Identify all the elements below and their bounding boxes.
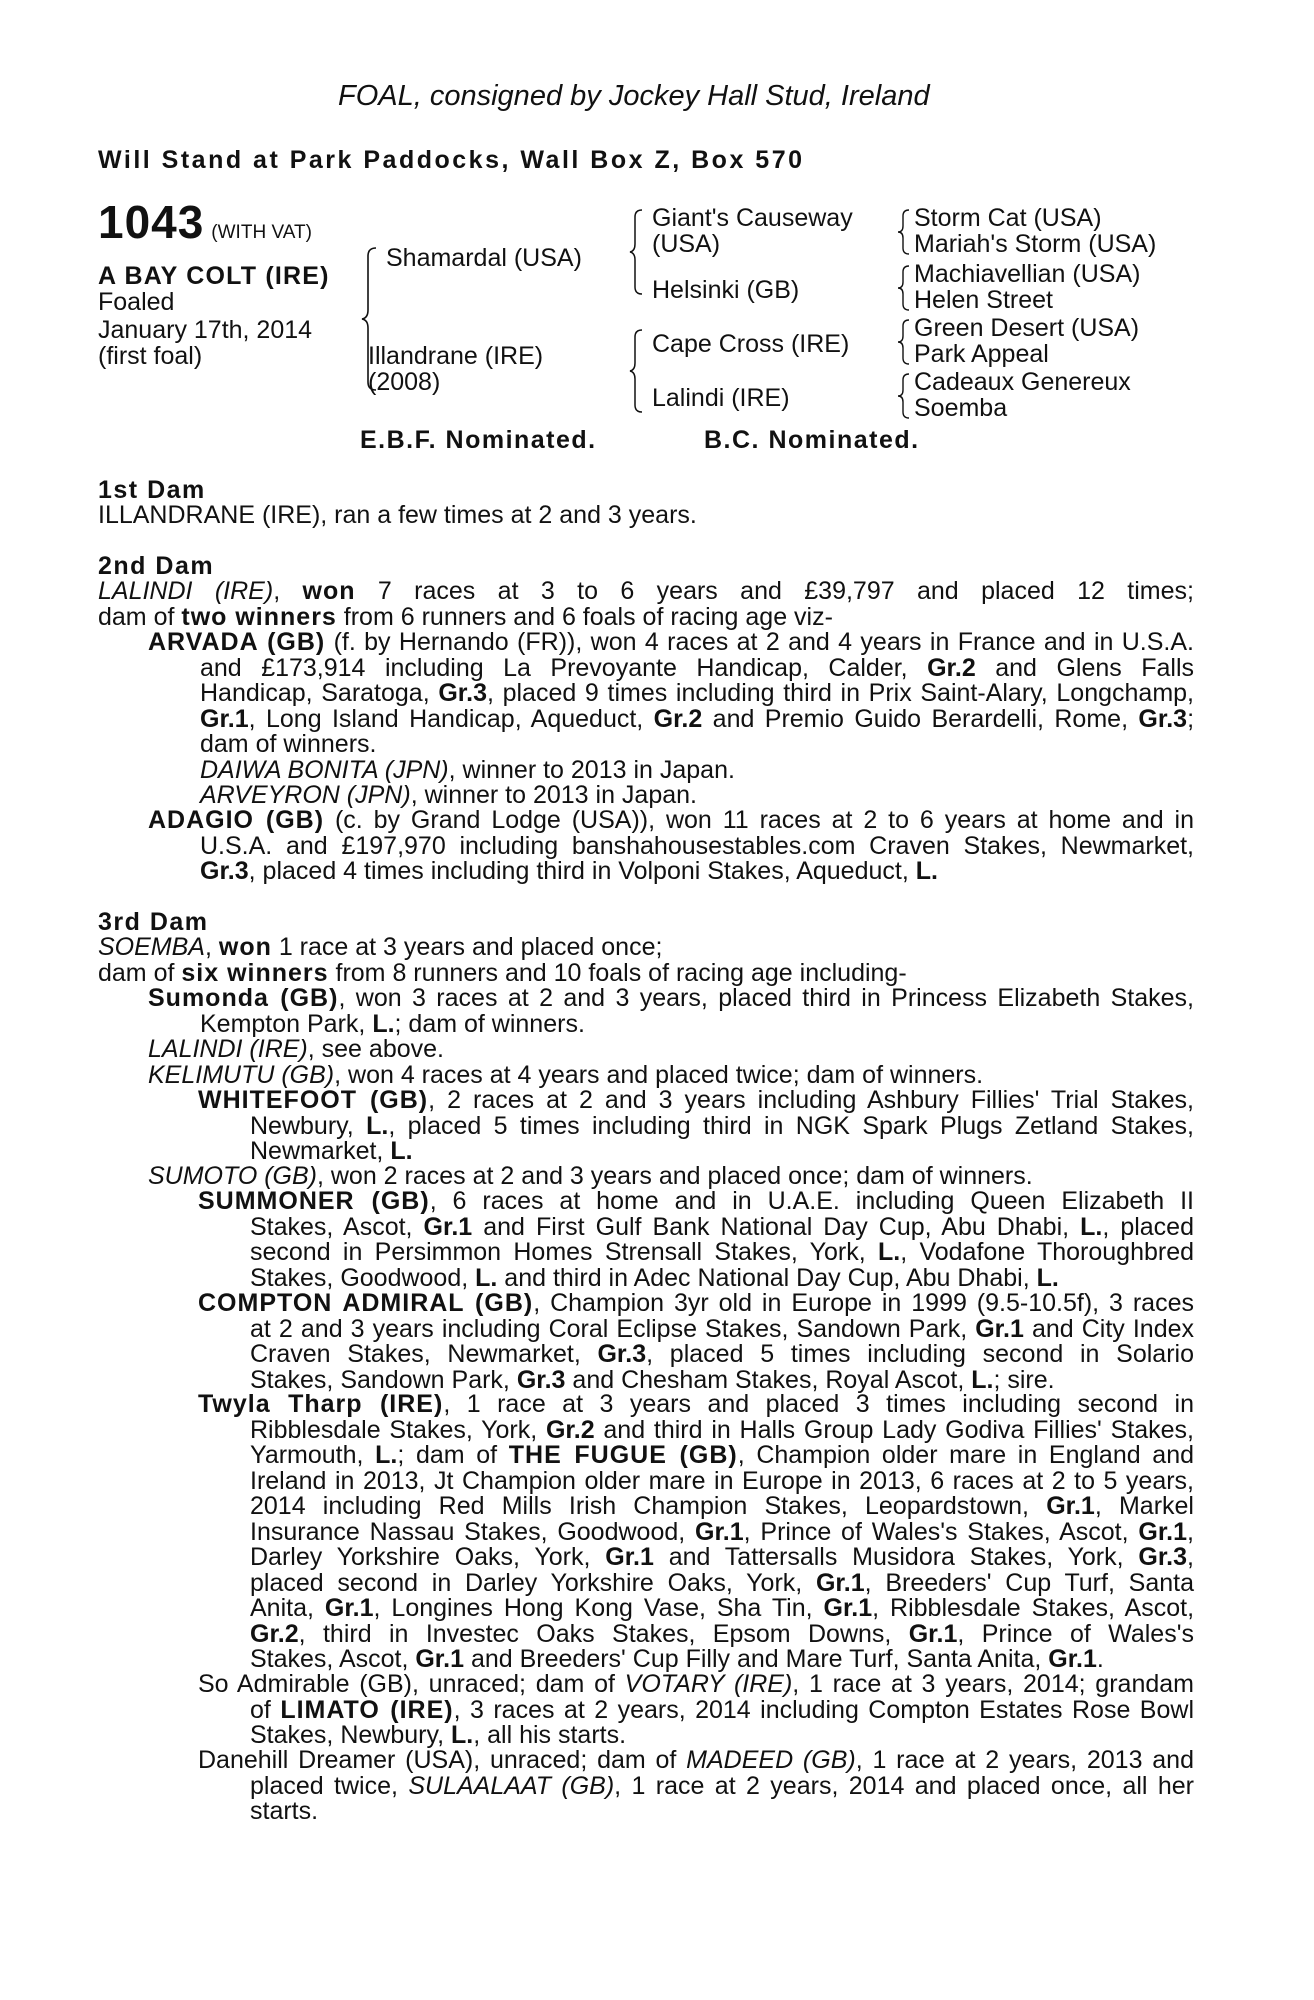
vat-note: (WITH VAT) — [211, 222, 312, 243]
gg-name-7: Cadeaux Genereux — [914, 368, 1131, 396]
text-line: dam of winners. — [200, 730, 377, 758]
text-line: Stakes, Ascot, Gr.1 and Breeders' Cup Filly and Mare Turf, Santa Anita, Gr.1. — [250, 1645, 1104, 1673]
gg-name-6: Park Appeal — [914, 340, 1049, 368]
gg-name-2: Mariah's Storm (USA) — [914, 230, 1157, 258]
text-line: Ireland in 2013, Jt Champion older mare in Europe in 2013, 6 races at 2 to 5 years, — [250, 1466, 1194, 1495]
text-line: ADAGIO (GB) (c. by Grand Lodge (USA)), won 11 races at 2 to 6 years at home and in — [148, 806, 1194, 834]
twyla-tharp-block — [198, 1392, 1194, 1673]
sumonda-block — [148, 986, 1194, 1088]
lot-number: 1043 — [98, 196, 205, 248]
text-line: Sumonda (GB), won 3 races at 2 and 3 years, placed third in Princess Elizabeth Stakes, — [148, 984, 1194, 1012]
text-line: Anita, Gr.1, Longines Hong Kong Vase, Sha Tin, Gr.1, Ribblesdale Stakes, Ascot, — [250, 1594, 1195, 1622]
text-line: 2014 including Red Mills Irish Champion Stakes, Leopardstown, Gr.1, Markel — [250, 1492, 1194, 1520]
dam-name: Illandrane (IRE) — [368, 342, 544, 370]
text-line: Twyla Tharp (IRE), 1 race at 3 years and placed 3 times including second in — [198, 1390, 1194, 1418]
stand-location: Will Stand at Park Paddocks, Wall Box Z, Box 570 — [98, 146, 805, 174]
text-line: Kempton Park, L.; dam of winners. — [200, 1009, 585, 1038]
text-line: COMPTON ADMIRAL (GB), Champion 3yr old in Europe in 1999 (9.5-10.5f), 3 races — [198, 1289, 1194, 1317]
text-line: Yarmouth, L.; dam of THE FUGUE (GB), Champion older mare in England and — [250, 1441, 1195, 1469]
foal-note: (first foal) — [98, 342, 203, 370]
second-dam-intro — [98, 579, 1194, 630]
gg-name-8: Soemba — [914, 394, 1008, 422]
sire-name: Shamardal (USA) — [386, 244, 582, 272]
text-line: ARVEYRON (JPN), winner to 2013 in Japan. — [200, 781, 697, 809]
text-line: So Admirable (GB), unraced; dam of VOTARY (IRE), 1 race at 3 years, 2014; grandam — [198, 1670, 1194, 1698]
sire-line-bracket — [628, 208, 646, 296]
text-line: Handicap, Saratoga, Gr.3, placed 9 times including third in Prix Saint-Alary, Longchamp, — [200, 679, 1194, 707]
text-line: ARVADA (GB) (f. by Hernando (FR)), won 4 races at 2 and 4 years in France and in U.S.A. — [148, 628, 1194, 656]
so-admirable-block — [198, 1672, 1194, 1749]
first-dam-text: ILLANDRANE (IRE), ran a few times at 2 and 3 years. — [98, 501, 697, 529]
gg-bracket-2 — [896, 264, 912, 312]
consignor-line: FOAL, consigned by Jockey Hall Stud, Ireland — [338, 80, 930, 112]
gg-bracket-3 — [896, 318, 912, 366]
first-dam-title: 1st Dam — [98, 476, 206, 504]
text-line: Newbury, L., placed 5 times including third in NGK Spark Plugs Zetland Stakes, — [250, 1111, 1194, 1140]
text-line: dam of six winners from 8 runners and 10 foals of racing age including- — [98, 958, 907, 987]
gg-name-1: Storm Cat (USA) — [914, 204, 1102, 232]
text-line: LALINDI (IRE), see above. — [148, 1035, 444, 1063]
foaled-label: Foaled — [98, 288, 175, 316]
text-line: Gr.2, third in Investec Oaks Stakes, Epsom Downs, Gr.1, Prince of Wales's — [250, 1619, 1194, 1648]
adagio-block — [148, 808, 1194, 885]
text-line: Danehill Dreamer (USA), unraced; dam of MADEED (GB), 1 race at 2 years, 2013 and — [198, 1746, 1194, 1774]
text-line: placed second in Darley Yorkshire Oaks, York, Gr.1, Breeders' Cup Turf, Santa — [250, 1568, 1194, 1597]
text-line: Newmarket, L. — [250, 1137, 413, 1165]
foaled-date: January 17th, 2014 — [98, 316, 313, 344]
text-line: Ribblesdale Stakes, York, Gr.2 and third in Halls Group Lady Godiva Fillies' Stakes, — [250, 1415, 1194, 1444]
danehill-dreamer-block — [198, 1748, 1194, 1825]
text-line: Gr.3, placed 4 times including third in Volponi Stakes, Aqueduct, L. — [200, 857, 938, 885]
sire-dam-name: Helsinki (GB) — [652, 276, 800, 304]
sire-sire-country: (USA) — [652, 230, 721, 258]
compton-admiral-block — [198, 1291, 1194, 1393]
ebf-nomination: E.B.F. Nominated. — [360, 426, 597, 454]
dam-dam-name: Lalindi (IRE) — [652, 384, 790, 412]
third-dam-title: 3rd Dam — [98, 908, 209, 936]
gg-name-4: Helen Street — [914, 286, 1053, 314]
text-line: Stakes, Sandown Park, Gr.3 and Chesham Stakes, Royal Ascot, L.; sire. — [250, 1365, 1055, 1394]
text-line: dam of two winners from 6 runners and 6 foals of racing age viz- — [98, 602, 833, 631]
arvada-block — [148, 630, 1194, 809]
summoner-block — [198, 1189, 1194, 1291]
text-line: second in Persimmon Homes Strensall Stakes, York, L., Vodafone Thoroughbred — [250, 1238, 1195, 1266]
whitefoot-block — [198, 1088, 1194, 1165]
text-line: LALINDI (IRE), won 7 races at 3 to 6 years and £39,797 and placed 12 times; — [98, 577, 1194, 605]
third-dam-intro — [98, 935, 1194, 986]
text-line: at 2 and 3 years including Coral Eclipse Stakes, Sandown Park, Gr.1 and City Index — [250, 1314, 1194, 1343]
sumoto-block — [148, 1164, 1194, 1190]
bc-nomination: B.C. Nominated. — [704, 426, 920, 454]
dam-sire-name: Cape Cross (IRE) — [652, 330, 850, 358]
text-line: and £173,914 including La Prevoyante Handicap, Calder, Gr.2 and Glens Falls — [200, 653, 1195, 682]
second-dam-title: 2nd Dam — [98, 552, 215, 580]
lot-title: A BAY COLT (IRE) — [98, 262, 330, 290]
text-line: of LIMATO (IRE), 3 races at 2 years, 2014 including Compton Estates Rose Bowl — [250, 1695, 1194, 1724]
text-line: U.S.A. and £197,970 including banshahousestables.com Craven Stakes, Newmarket, — [200, 831, 1194, 860]
gg-bracket-4 — [896, 372, 912, 420]
text-line: SOEMBA, won 1 race at 3 years and placed once; — [98, 933, 663, 961]
text-line: Stakes, Newbury, L., all his starts. — [250, 1721, 627, 1749]
text-line: Stakes, Goodwood, L. and third in Adec National Day Cup, Abu Dhabi, L. — [250, 1263, 1059, 1292]
sire-sire-name: Giant's Causeway — [652, 204, 853, 232]
text-line: DAIWA BONITA (JPN), winner to 2013 in Japan. — [200, 755, 735, 784]
text-line: Darley Yorkshire Oaks, York, Gr.1 and Tattersalls Musidora Stakes, York, Gr.3, — [250, 1543, 1194, 1571]
text-line: WHITEFOOT (GB), 2 races at 2 and 3 years including Ashbury Fillies' Trial Stakes, — [198, 1086, 1194, 1114]
text-line: Gr.1, Long Island Handicap, Aqueduct, Gr.2 and Premio Guido Berardelli, Rome, Gr.3; — [200, 704, 1195, 733]
text-line: placed twice, SULAALAAT (GB), 1 race at 2 years, 2014 and placed once, all her — [250, 1771, 1194, 1800]
gg-name-5: Green Desert (USA) — [914, 314, 1140, 342]
gg-bracket-1 — [896, 208, 912, 256]
lot-number-row — [98, 196, 312, 248]
text-line: Insurance Nassau Stakes, Goodwood, Gr.1, Prince of Wales's Stakes, Ascot, Gr.1, — [250, 1517, 1194, 1546]
text-line: KELIMUTU (GB), won 4 races at 4 years and placed twice; dam of winners. — [148, 1060, 984, 1089]
text-line: Stakes, Ascot, Gr.1 and First Gulf Bank National Day Cup, Abu Dhabi, L., placed — [250, 1212, 1194, 1241]
text-line: Craven Stakes, Newmarket, Gr.3, placed 5 times including second in Solario — [250, 1340, 1194, 1368]
gg-name-3: Machiavellian (USA) — [914, 260, 1141, 288]
text-line: starts. — [250, 1797, 319, 1825]
text-line: SUMOTO (GB), won 2 races at 2 and 3 years and placed once; dam of winners. — [148, 1162, 1033, 1190]
dam-year: (2008) — [368, 368, 441, 396]
dam-line-bracket — [628, 328, 646, 414]
text-line: SUMMONER (GB), 6 races at home and in U.A.E. including Queen Elizabeth II — [198, 1187, 1194, 1215]
